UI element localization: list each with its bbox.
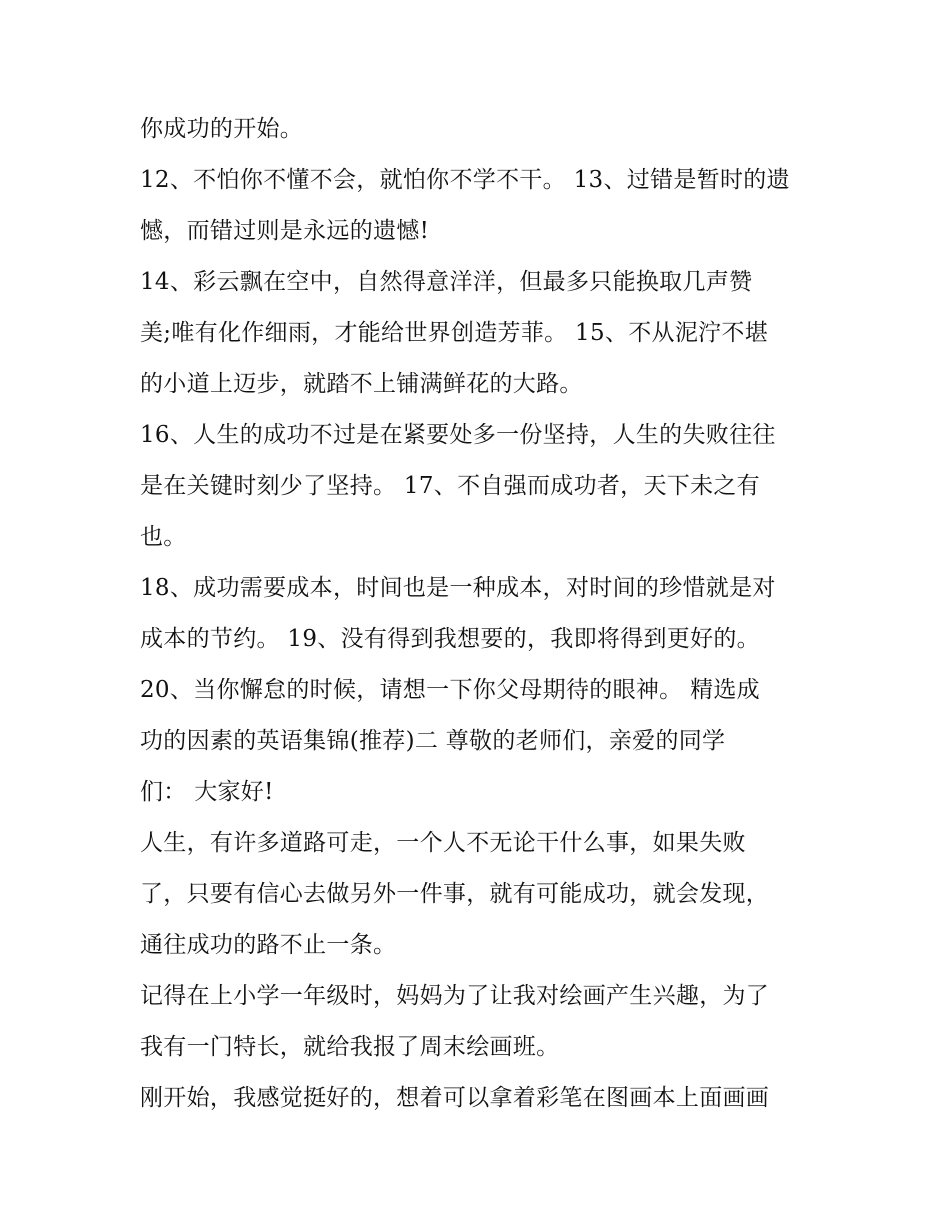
text-line: 20、当你懈怠的时候，请想一下你父母期待的眼神。 精选成: [140, 677, 760, 703]
text-line: 刚开始，我感觉挺好的，想着可以拿着彩笔在图画本上面画画: [140, 1085, 770, 1111]
text-line: 18、成功需要成本，时间也是一种成本，对时间的珍惜就是对: [140, 575, 776, 601]
text-line: 功的因素的英语集锦(推荐)二 尊敬的老师们，亲爱的同学: [140, 728, 726, 754]
text-line: 记得在上小学一年级时，妈妈为了让我对绘画产生兴趣，为了: [140, 983, 770, 1009]
text-line: 人生，有许多道路可走，一个人不无论干什么事，如果失败: [140, 830, 746, 856]
text-line: 的小道上迈步，就踏不上铺满鲜花的大路。: [140, 371, 583, 397]
text-line: 憾，而错过则是永远的遗憾!: [140, 218, 430, 244]
text-line: 是在关键时刻少了坚持。 17、不自强而成功者，天下未之有: [140, 473, 760, 499]
text-line: 14、彩云飘在空中，自然得意洋洋，但最多只能换取几声赞: [140, 269, 753, 295]
text-line: 通往成功的路不止一条。: [140, 932, 397, 958]
text-line: 我有一门特长，就给我报了周末绘画班。: [140, 1034, 560, 1060]
text-line: 了，只要有信心去做另外一件事，就有可能成功，就会发现，: [140, 881, 770, 907]
text-line: 成本的节约。 19、没有得到我想要的，我即将得到更好的。: [140, 626, 760, 652]
text-line: 们： 大家好!: [140, 779, 274, 805]
text-line: 12、不怕你不懂不会，就怕你不学不干。 13、过错是暂时的遗: [140, 167, 790, 193]
text-line: 美;唯有化作细雨，才能给世界创造芳菲。 15、不从泥泞不堪: [140, 320, 769, 346]
document-body: [140, 104, 820, 1124]
text-line: 你成功的开始。: [140, 116, 304, 142]
text-line: 也。: [140, 524, 187, 550]
text-line: 16、人生的成功不过是在紧要处多一份坚持，人生的失败往往: [140, 422, 776, 448]
